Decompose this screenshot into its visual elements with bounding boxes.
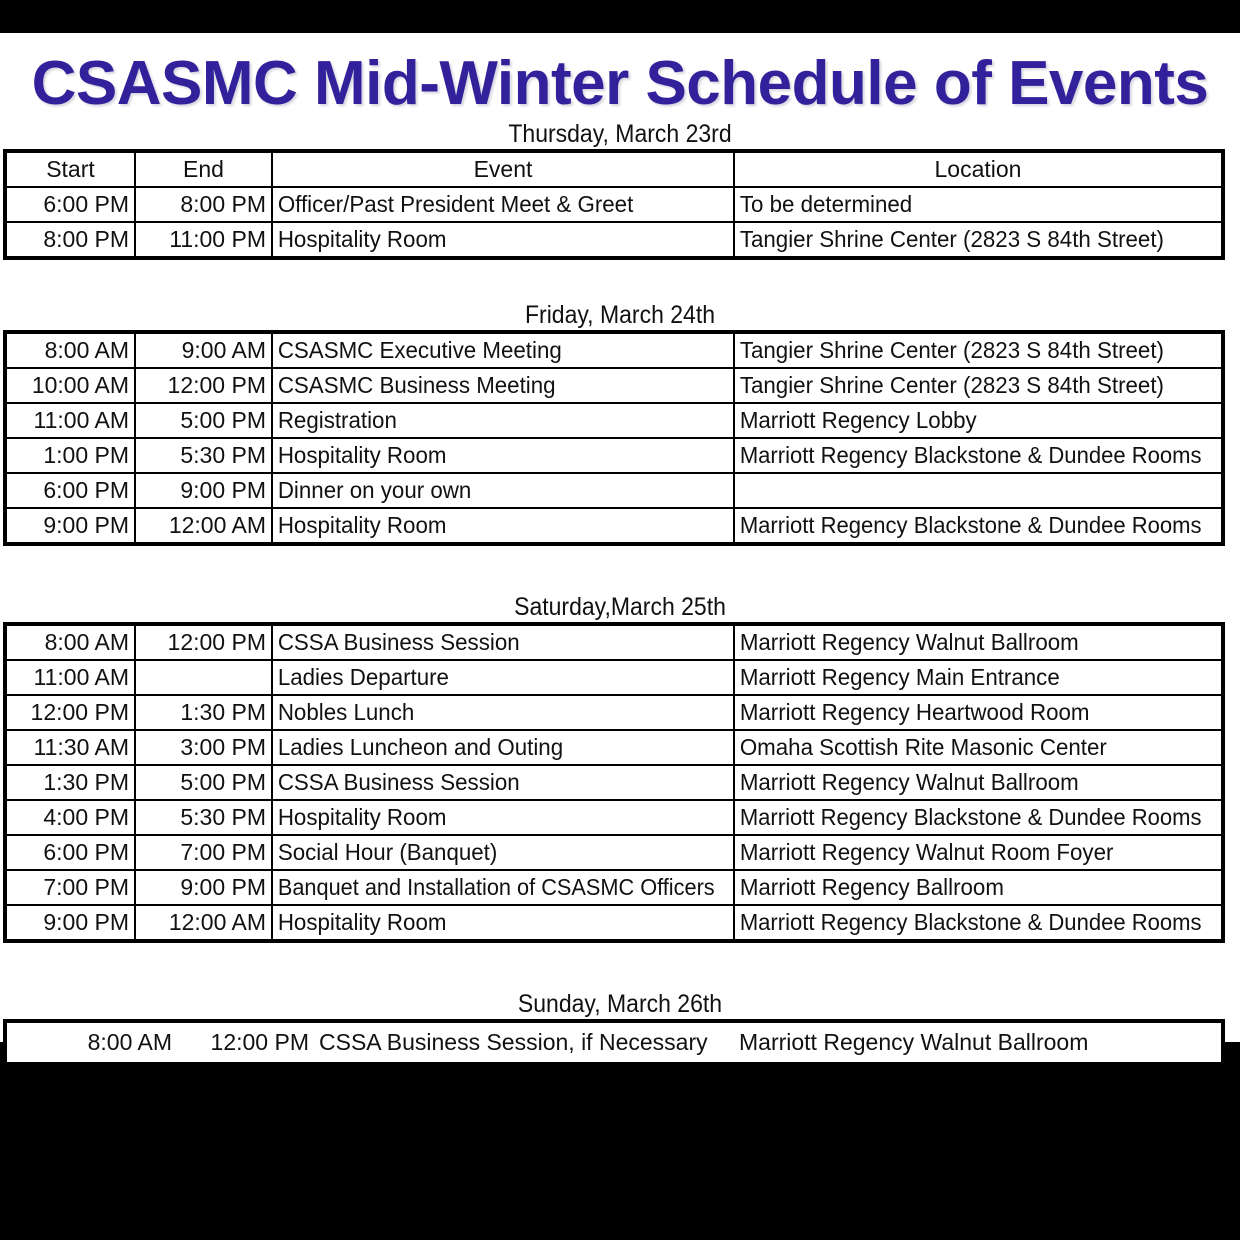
table-row (5, 473, 1223, 508)
column-header-start: Start (5, 151, 135, 187)
cell-location (734, 187, 1208, 222)
table-row (5, 624, 1223, 660)
cell-location-text: Marriott Regency Walnut Room Foyer (739, 839, 1114, 865)
cell-location (734, 624, 1208, 660)
cell-event (272, 473, 720, 508)
cell-location-text: Tangier Shrine Center (2823 S 84th Street) (739, 372, 1164, 398)
cell-end-time: 12:00 PM (135, 368, 272, 403)
cell-start-time: 12:00 PM (5, 695, 135, 730)
table-row (5, 187, 1223, 222)
cell-start-time: 9:00 PM (5, 905, 135, 941)
table-row (5, 765, 1223, 800)
cell-event-text: Banquet and Installation of CSASMC Officers (277, 874, 715, 900)
cell-location (734, 905, 1208, 941)
schedule-page (0, 33, 1240, 1055)
cell-event (272, 222, 720, 258)
cell-start-time: 11:30 AM (5, 730, 135, 765)
table-row (5, 730, 1223, 765)
cell-start-time: 6:00 PM (5, 187, 135, 222)
page-title: CSASMC Mid-Winter Schedule of Events (31, 49, 1209, 118)
cell-event-text: CSSA Business Session, if Necessary (319, 1029, 708, 1055)
schedule-body (0, 119, 1240, 1066)
cell-location-text: Marriott Regency Walnut Ballroom (739, 629, 1079, 655)
cell-end-time: 8:00 PM (135, 187, 272, 222)
cell-location-text: Marriott Regency Blackstone & Dundee Rooms (739, 442, 1202, 468)
cell-event-text: CSASMC Business Meeting (277, 372, 556, 398)
cell-end-time (135, 660, 272, 695)
schedule-table-wrapper (0, 149, 1240, 260)
cell-location (734, 473, 1208, 508)
cell-event (272, 368, 720, 403)
cell-location (734, 730, 1208, 765)
column-header-location: Location (734, 151, 1223, 187)
cell-location-text: Marriott Regency Lobby (739, 407, 977, 433)
cell-location-text: Marriott Regency Blackstone & Dundee Rooms (739, 909, 1202, 935)
table-row (5, 1021, 1223, 1064)
cell-start-time: 10:00 AM (5, 368, 135, 403)
cell-location (734, 1021, 1223, 1064)
table-row (5, 800, 1223, 835)
cell-event-text: Ladies Departure (277, 664, 449, 690)
cell-event-text: Dinner on your own (277, 477, 472, 503)
cell-end-time: 9:00 PM (135, 870, 272, 905)
cell-end-time: 7:00 PM (135, 835, 272, 870)
cell-event (272, 800, 720, 835)
cell-event-text: Registration (277, 407, 397, 433)
schedule-table-wrapper (0, 330, 1240, 546)
day-heading: Friday, March 24th (524, 301, 716, 329)
cell-event-text: Nobles Lunch (277, 699, 415, 725)
cell-start-time: 8:00 PM (5, 222, 135, 258)
day-heading: Sunday, March 26th (517, 990, 723, 1018)
table-row (5, 438, 1223, 473)
cell-event (314, 1021, 734, 1064)
cell-event-text: CSSA Business Session (277, 629, 520, 655)
cell-event (272, 905, 720, 941)
cell-event (272, 508, 720, 544)
cell-end-time: 9:00 PM (135, 473, 272, 508)
cell-event-text: Hospitality Room (277, 442, 447, 468)
table-row (5, 368, 1223, 403)
cell-location (734, 765, 1208, 800)
cell-event (272, 403, 720, 438)
cell-start-time: 1:30 PM (5, 765, 135, 800)
table-row (5, 660, 1223, 695)
table-header-row (5, 151, 1223, 187)
section-spacer (0, 260, 1240, 300)
cell-start-time: 1:00 PM (5, 438, 135, 473)
cell-location-text: Tangier Shrine Center (2823 S 84th Street) (739, 337, 1164, 363)
cell-start-time: 8:00 AM (5, 624, 135, 660)
cell-end-time: 5:30 PM (135, 800, 272, 835)
top-black-bar (0, 0, 1240, 33)
table-row (5, 403, 1223, 438)
cell-event-text: Hospitality Room (277, 512, 447, 538)
cell-end-time: 11:00 PM (135, 222, 272, 258)
schedule-table (3, 622, 1225, 943)
cell-start-time: 11:00 AM (5, 403, 135, 438)
cell-location (734, 660, 1208, 695)
table-row (5, 222, 1223, 258)
cell-start-time: 7:00 PM (5, 870, 135, 905)
cell-event (272, 187, 720, 222)
cell-event-text: Hospitality Room (277, 909, 447, 935)
cell-end-time: 9:00 AM (135, 332, 272, 368)
cell-location-text: Marriott Regency Walnut Ballroom (739, 769, 1079, 795)
cell-event-text: Hospitality Room (277, 804, 447, 830)
cell-location (734, 508, 1208, 544)
cell-location-text: Marriott Regency Blackstone & Dundee Rooms (739, 512, 1202, 538)
cell-location (734, 332, 1208, 368)
cell-location (734, 835, 1208, 870)
section-spacer (0, 546, 1240, 592)
cell-start-time: 6:00 PM (5, 473, 135, 508)
cell-end-time: 12:00 PM (210, 1029, 309, 1055)
table-row (5, 835, 1223, 870)
cell-end-time: 1:30 PM (135, 695, 272, 730)
table-row (5, 905, 1223, 941)
schedule-table-wrapper (0, 1019, 1240, 1066)
bottom-black-bar (0, 1042, 1240, 1240)
cell-start-time: 6:00 PM (5, 835, 135, 870)
cell-location-text: Marriott Regency Blackstone & Dundee Rooms (739, 804, 1202, 830)
column-header-event: Event (272, 151, 734, 187)
cell-end-time: 5:00 PM (135, 403, 272, 438)
cell-location-text: Marriott Regency Walnut Ballroom (739, 1029, 1089, 1055)
cell-location-text: Marriott Regency Heartwood Room (739, 699, 1090, 725)
table-row (5, 332, 1223, 368)
cell-location-text: Omaha Scottish Rite Masonic Center (739, 734, 1107, 760)
cell-event (272, 332, 720, 368)
cell-end-time: 3:00 PM (135, 730, 272, 765)
schedule-table (3, 1019, 1225, 1066)
section-spacer (0, 943, 1240, 989)
cell-event-text: Officer/Past President Meet & Greet (277, 191, 634, 217)
cell-location (734, 222, 1208, 258)
cell-event-text: CSSA Business Session (277, 769, 520, 795)
cell-event (272, 870, 720, 905)
cell-event (272, 660, 720, 695)
cell-location (734, 870, 1208, 905)
day-heading: Thursday, March 23rd (508, 120, 732, 148)
cell-location-text: Marriott Regency Ballroom (739, 874, 1004, 900)
cell-location (734, 403, 1208, 438)
cell-event (272, 765, 720, 800)
day-heading: Saturday,March 25th (514, 593, 726, 621)
cell-event-text: Ladies Luncheon and Outing (277, 734, 564, 760)
cell-location-text: Tangier Shrine Center (2823 S 84th Street) (739, 226, 1164, 252)
table-row (5, 695, 1223, 730)
cell-event-text: Hospitality Room (277, 226, 447, 252)
cell-event-text: CSASMC Executive Meeting (277, 337, 562, 363)
cell-end-time: 12:00 AM (135, 905, 272, 941)
cell-start-time: 8:00 AM (5, 332, 135, 368)
cell-end-time: 5:00 PM (135, 765, 272, 800)
cell-start-time: 9:00 PM (5, 508, 135, 544)
cell-start-time: 8:00 AM (87, 1029, 172, 1055)
schedule-table (3, 330, 1225, 546)
cell-location-text: Marriott Regency Main Entrance (739, 664, 1060, 690)
column-header-end: End (135, 151, 272, 187)
cell-event-text: Social Hour (Banquet) (277, 839, 498, 865)
table-row (5, 508, 1223, 544)
cell-event (272, 835, 720, 870)
cell-location (734, 438, 1208, 473)
cell-event (272, 695, 720, 730)
cell-location-text: To be determined (739, 191, 913, 217)
cell-start-time: 11:00 AM (5, 660, 135, 695)
cell-end-time: 5:30 PM (135, 438, 272, 473)
cell-event (272, 624, 720, 660)
cell-event (272, 730, 720, 765)
cell-location (734, 368, 1208, 403)
cell-end-time: 12:00 AM (135, 508, 272, 544)
cell-start-time: 4:00 PM (5, 800, 135, 835)
table-row (5, 870, 1223, 905)
cell-location (734, 695, 1208, 730)
schedule-table-wrapper (0, 622, 1240, 943)
schedule-table (3, 149, 1225, 260)
cell-end-time: 12:00 PM (135, 624, 272, 660)
cell-location (734, 800, 1208, 835)
cell-event (272, 438, 720, 473)
